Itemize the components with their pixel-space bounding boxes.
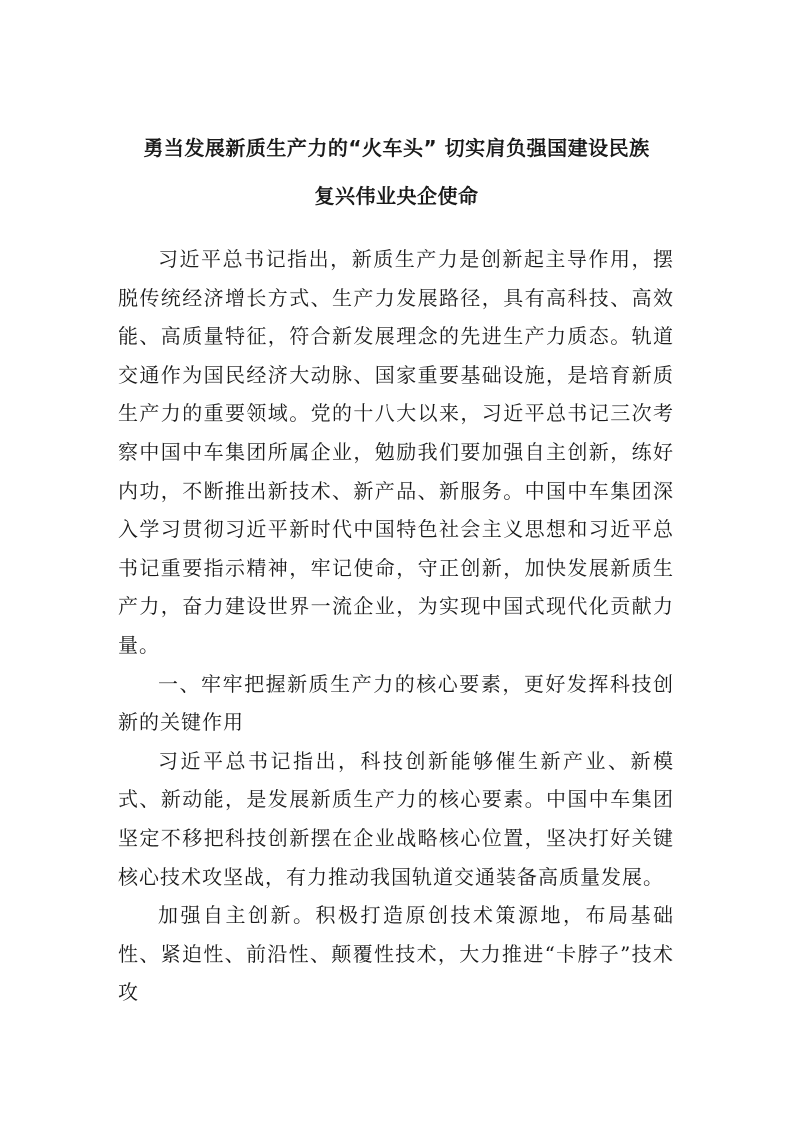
document-title-line-1: 勇当发展新质生产力的“火车头” 切实肩负强国建设民族 [143,136,650,160]
body-paragraph: 习近平总书记指出，新质生产力是创新起主导作用，摆脱传统经济增长方式、生产力发展路径，具有高科技、高效能、高质量特征，符合新发展理念的先进生产力质态。轨道交通作为国民经济大动脉、国家重要基础设施，是培育新质生产力的重要领域。党的十八大以来，习近平总书记三次考察中国中车集团所属企业，勉励我们要加强自主创新，练好内功，不断推出新技术、新产品、新服务。中国中车集团深入学习贯彻习近平新时代中国特色社会主义思想和习近平总书记重要指示精神，牢记使命，守正创新，加快发展新质生产力，奋力建设世界一流企业，为实现中国式现代化贡献力量。 [118,247,674,657]
body-paragraph: 加强自主创新。积极打造原创技术策源地，布局基础性、紧迫性、前沿性、颠覆性技术，大力推进“卡脖子”技术攻 [118,903,674,1005]
body-paragraph: 习近平总书记指出，科技创新能够催生新产业、新模式、新动能，是发展新质生产力的核心要素。中国中车集团坚定不移把科技创新摆在企业战略核心位置，坚决打好关键核心技术攻坚战，有力推动我国轨道交通装备高质量发展。 [118,748,674,889]
document-title-line-2: 复兴伟业央企使命 [314,184,479,208]
document-body [118,240,674,1012]
section-heading: 一、牢牢把握新质生产力的核心要素，更好发挥科技创新的关键作用 [118,671,674,735]
